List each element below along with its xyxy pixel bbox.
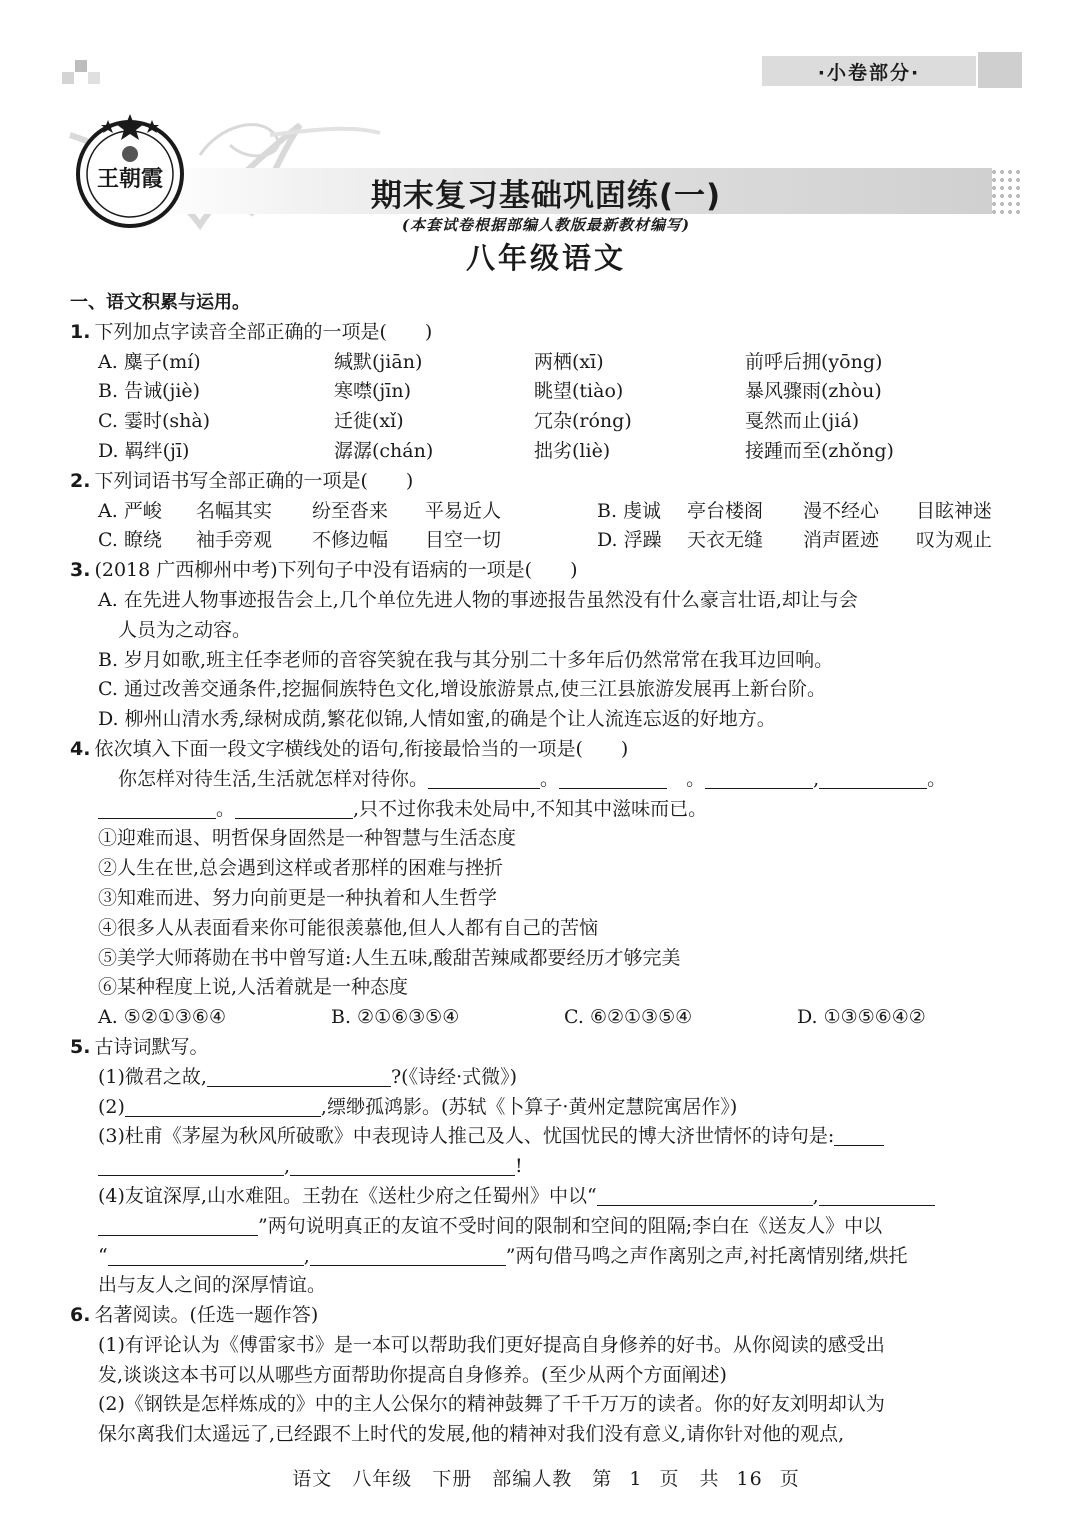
- option-a-line1: A. 在先进人物事迹报告会上,几个单位先进人物的事迹报告虽然没有什么豪言壮语,却让与会: [98, 588, 858, 611]
- choice-a: A. ⑤②①③⑥④: [98, 1006, 226, 1029]
- option-cell: D. 浮躁: [597, 529, 662, 552]
- blank-line[interactable]: [98, 798, 216, 819]
- exam-content: [70, 288, 1025, 1450]
- passage-text: ,只不过你我未处局中,不知其中滋味而已。: [353, 797, 708, 820]
- poem-text: ”两句借马鸣之声作离别之声,衬托离情别绪,烘托: [505, 1244, 908, 1267]
- option-cell: 眺望(tiào): [534, 380, 624, 403]
- option-b: B. 岁月如歌,班主任李老师的音容笑貌在我与其分别二十多年后仍然常常在我耳边回响。: [98, 648, 834, 671]
- reading-option-1-line1: (1)有评论认为《傅雷家书》是一本可以帮助我们更好提高自身修养的好书。从你阅读的感受出: [98, 1333, 885, 1356]
- poem-item-4: (4)友谊深厚,山水难阻。王勃在《送杜少府之任蜀州》中以“ ,: [70, 1182, 1025, 1212]
- poem-item-1: [70, 1063, 1025, 1093]
- option-row: [70, 497, 1025, 527]
- blank-line[interactable]: [559, 768, 667, 789]
- option-c: C. 通过改善交通条件,挖掘侗族特色文化,增设旅游景点,使三江县旅游发展再上新台阶。: [98, 678, 827, 701]
- poem-text: ?(《诗经·式微》): [390, 1065, 518, 1088]
- blank-line[interactable]: [310, 1245, 506, 1266]
- blank-line[interactable]: [834, 1125, 884, 1146]
- option-cell: 纷至沓来: [312, 499, 389, 522]
- blank-line[interactable]: [207, 1066, 391, 1087]
- sentence-item: ①迎难而退、明哲保身固然是一种智慧与生活态度: [98, 827, 517, 850]
- logo-text: 王朝霞: [96, 166, 164, 192]
- question-number: 1.: [70, 320, 91, 343]
- option-cell: 接踵而至(zhǒng): [745, 439, 894, 462]
- tag-block: [978, 52, 1022, 88]
- option-cell: 迁徙(xǐ): [334, 410, 404, 433]
- poem-item-2: [70, 1093, 1025, 1123]
- option-cell: 叹为观止: [916, 529, 993, 552]
- poem-item-4-line4: 出与友人之间的深厚情谊。: [98, 1274, 327, 1297]
- option-cell: 前呼后拥(yōng): [745, 350, 883, 373]
- reading-option-2-line2: 保尔离我们太遥远了,已经跟不上时代的发展,他的精神对我们没有意义,请你针对他的观点,: [98, 1423, 845, 1446]
- choice-row: [70, 1003, 1025, 1033]
- option-cell: 平易近人: [425, 499, 502, 522]
- poem-text: ”两句说明真正的友谊不受时间的限制和空间的阻隔;李白在《送友人》中以: [258, 1214, 883, 1237]
- passage-line1: 你怎样对待生活,生活就怎样对待你。 。 。 , 。: [118, 767, 947, 790]
- sentence-item: ⑤美学大师蒋勋在书中曾写道:人生五味,酸甜苦辣咸都要经历才够完美: [98, 946, 681, 969]
- option-row: [70, 437, 1025, 467]
- option-cell: C. 霎时(shà): [98, 410, 211, 433]
- option-row: [70, 526, 1025, 556]
- question-2: [70, 467, 1025, 497]
- option-cell: 拙劣(liè): [534, 439, 611, 462]
- option-cell: 缄默(jiān): [334, 350, 423, 373]
- question-stem: 下列词语书写全部正确的一项是( ): [94, 469, 414, 492]
- question-stem: 依次填入下面一段文字横线处的语句,衔接最恰当的一项是( ): [94, 737, 629, 760]
- question-number: 4.: [70, 737, 91, 760]
- option-cell: B. 虔诚: [597, 499, 662, 522]
- option-d: D. 柳州山清水秀,绿树成荫,繁花似锦,人情如蜜,的确是个让人流连忘返的好地方。: [98, 708, 776, 731]
- section-heading: 一、语文积累与运用。: [70, 292, 250, 313]
- option-cell: 两栖(xī): [534, 350, 604, 373]
- sentence-item: ③知难而进、努力向前更是一种执着和人生哲学: [98, 886, 498, 909]
- poem-text: (2): [98, 1095, 125, 1118]
- question-stem: 名著阅读。(任选一题作答): [94, 1304, 319, 1327]
- question-1: [70, 318, 1025, 348]
- reading-option-2-line1: (2)《钢铁是怎样炼成的》中的主人公保尔的精神鼓舞了千千万万的读者。你的好友刘明却认为: [98, 1393, 885, 1416]
- question-number: 6.: [70, 1304, 91, 1327]
- poem-text: (4)友谊深厚,山水难阻。王勃在《送杜少府之任蜀州》中以“: [98, 1184, 597, 1207]
- option-a-line2: 人员为之动容。: [118, 618, 252, 641]
- poem-item-4-line3: “ , ”两句借马鸣之声作离别之声,衬托离情别绪,烘托: [98, 1244, 908, 1267]
- option-cell: 戛然而止(jiá): [745, 410, 860, 433]
- question-number: 5.: [70, 1035, 91, 1058]
- blank-line[interactable]: [235, 798, 353, 819]
- question-3: [70, 556, 1025, 586]
- option-cell: 目空一切: [425, 529, 502, 552]
- page-footer: 语文 八年级 下册 部编人教 第 1 页 共 16 页: [292, 1468, 800, 1490]
- option-cell: 袖手旁观: [196, 529, 273, 552]
- sentence-item: ②人生在世,总会遇到这样或者那样的困难与挫折: [98, 857, 504, 880]
- passage-line2: 。 ,只不过你我未处局中,不知其中滋味而已。: [70, 795, 1025, 825]
- choice-b: B. ②①⑥③⑤④: [331, 1006, 460, 1029]
- blank-line[interactable]: [428, 768, 540, 789]
- option-cell: 亭台楼阁: [687, 499, 764, 522]
- poem-text: (3)杜甫《茅屋为秋风所破歌》中表现诗人推己及人、忧国忧民的博大济世情怀的诗句是:: [98, 1125, 835, 1148]
- poem-item-3: [70, 1122, 1025, 1152]
- option-cell: 消声匿迹: [803, 529, 880, 552]
- option-cell: B. 告诫(jiè): [98, 380, 201, 403]
- option-cell: 漫不经心: [803, 499, 880, 522]
- reading-option-1-line2: 发,谈谈这本书可以从哪些方面帮助你提高自身修养。(至少从两个方面阐述): [98, 1363, 727, 1386]
- option-cell: 天衣无缝: [687, 529, 764, 552]
- grade-heading: 八年级语文: [465, 241, 626, 275]
- passage-text: 你怎样对待生活,生活就怎样对待你。: [118, 767, 429, 790]
- option-cell: 冗杂(róng): [534, 410, 632, 433]
- option-row: [70, 348, 1025, 378]
- poem-item-4-line2: [70, 1212, 1025, 1242]
- choice-d: D. ①③⑤⑥④②: [797, 1006, 926, 1029]
- blank-line[interactable]: [98, 1155, 284, 1176]
- poem-text: (1)微君之故,: [98, 1065, 207, 1088]
- poem-text: ,缥缈孤鸿影。(苏轼《卜算子·黄州定慧院寓居作》): [320, 1095, 738, 1118]
- option-cell: 名幅其实: [196, 499, 273, 522]
- page-title: 期末复习基础巩固练(一): [370, 178, 722, 214]
- option-cell: 目眩神迷: [916, 499, 993, 522]
- question-4: [70, 735, 1025, 765]
- option-row: [70, 377, 1025, 407]
- blank-line[interactable]: [290, 1155, 515, 1176]
- question-number: 3.: [70, 559, 91, 582]
- question-6: [70, 1301, 1025, 1331]
- corner-squares: [62, 60, 102, 84]
- option-cell: C. 瞭绕: [98, 529, 162, 552]
- question-stem: 古诗词默写。: [94, 1035, 209, 1058]
- section-tag: ·小卷部分·: [762, 56, 976, 86]
- blank-line[interactable]: [819, 1185, 935, 1206]
- sentence-item: ④很多人从表面看来你可能很羡慕他,但人人都有自己的苦恼: [98, 916, 599, 939]
- question-5: [70, 1033, 1025, 1063]
- choice-c: C. ⑥②①③⑤④: [564, 1006, 693, 1029]
- blank-line[interactable]: [108, 1245, 304, 1266]
- question-number: 2.: [70, 469, 91, 492]
- blank-line[interactable]: [597, 1185, 813, 1206]
- option-cell: 潺潺(chán): [334, 439, 434, 462]
- option-cell: 暴风骤雨(zhòu): [745, 380, 882, 403]
- question-stem: 下列加点字读音全部正确的一项是( ): [94, 320, 433, 343]
- blank-line[interactable]: [705, 768, 813, 789]
- blank-line[interactable]: [819, 768, 927, 789]
- blank-line[interactable]: [98, 1215, 258, 1236]
- option-cell: 不修边幅: [312, 529, 389, 552]
- option-cell: 寒噤(jīn): [334, 380, 412, 403]
- option-cell: A. 麋子(mí): [98, 350, 201, 373]
- option-row: [70, 407, 1025, 437]
- blank-line[interactable]: [125, 1096, 321, 1117]
- option-cell: D. 羁绊(jī): [98, 439, 190, 462]
- poem-item-3-blanks: , !: [70, 1152, 1025, 1182]
- sentence-item: ⑥某种程度上说,人活着就是一种态度: [98, 976, 409, 999]
- page-subtitle: (本套试卷根据部编人教版最新教材编写): [401, 216, 691, 234]
- option-cell: A. 严峻: [98, 499, 162, 522]
- question-stem: (2018 广西柳州中考)下列句子中没有语病的一项是( ): [94, 559, 578, 582]
